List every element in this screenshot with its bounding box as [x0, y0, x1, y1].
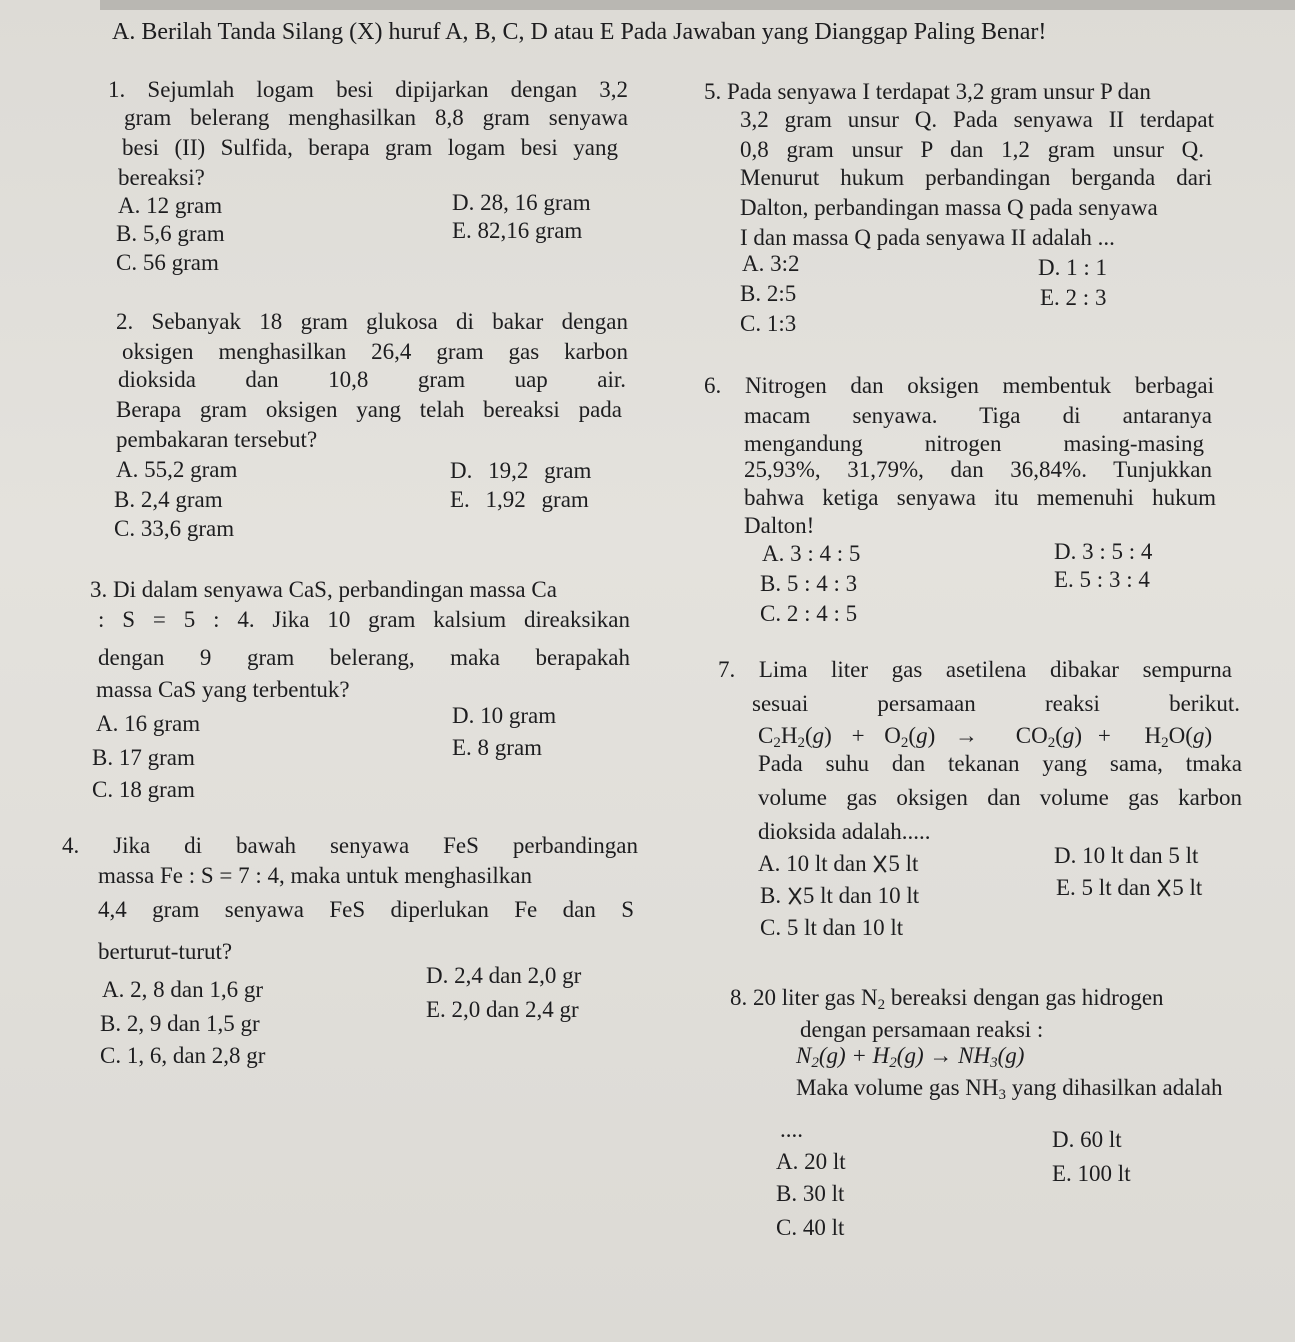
q8-option-d[interactable]: D. 60 lt	[1052, 1127, 1122, 1152]
q7-option-b[interactable]	[760, 882, 919, 910]
q8-option-c[interactable]: C. 40 lt	[776, 1215, 845, 1240]
q3-option-e[interactable]: E. 8 gram	[452, 735, 543, 760]
q8-dots: ....	[780, 1117, 803, 1142]
q7-option-c[interactable]: C. 5 lt dan 10 lt	[760, 915, 904, 940]
q8-line-4: Maka volume gas $NH_3$ yang dihasilkan adalah	[796, 1075, 1223, 1103]
q7-option-e[interactable]	[1056, 874, 1202, 902]
q6-option-e[interactable]: E. 5 : 3 : 4	[1054, 567, 1150, 592]
cross-mark-icon	[1156, 879, 1172, 897]
q1-line-2: gram belerang menghasilkan 8,8 gram senyawa	[124, 105, 628, 130]
q5-option-e[interactable]: E. 2 : 3	[1040, 285, 1107, 310]
q5-option-b[interactable]: B. 2:5	[740, 281, 797, 306]
q4-option-e[interactable]: E. 2,0 dan 2,4 gr	[426, 997, 579, 1022]
q3-option-b[interactable]: B. 17 gram	[92, 745, 195, 770]
q4-option-a[interactable]: A. 2, 8 dan 1,6 gr	[102, 977, 263, 1002]
q6-line-1: 6. Nitrogen dan oksigen membentuk berbagai	[704, 373, 1214, 398]
cross-mark-icon	[872, 855, 888, 873]
q4-line-1: 4. Jika di bawah senyawa FeS perbandingan	[62, 833, 638, 858]
q3-line-1: 3. Di dalam senyawa CaS, perbandingan massa Ca	[90, 577, 557, 602]
q7-option-a[interactable]	[758, 850, 918, 878]
q8-line-1a: 8. 20 liter gas N	[730, 985, 878, 1010]
q7-option-b-text: 5 lt dan 10 lt	[802, 883, 920, 908]
q7-line-3: Pada suhu dan tekanan yang sama, tmaka	[758, 751, 1242, 776]
q4-option-b[interactable]: B. 2, 9 dan 1,5 gr	[100, 1011, 260, 1036]
q3-option-c[interactable]: C. 18 gram	[92, 777, 195, 802]
q5-line-2: 3,2 gram unsur Q. Pada senyawa II terdapat	[740, 107, 1214, 132]
q5-line-4: Menurut hukum perbandingan berganda dari	[740, 165, 1212, 190]
q2-line-5: pembakaran tersebut?	[116, 427, 318, 452]
q8-line-2: dengan persamaan reaksi :	[800, 1017, 1044, 1042]
q1-option-a[interactable]: A. 12 gram	[118, 193, 223, 218]
q7-line-1: 7. Lima liter gas asetilena dibakar sempurna	[718, 657, 1232, 682]
q7-option-b-label: B.	[760, 883, 782, 908]
q4-line-4: berturut-turut?	[98, 939, 233, 964]
q7-reaction-equation	[758, 722, 1212, 750]
q6-option-b[interactable]: B. 5 : 4 : 3	[760, 571, 858, 596]
q2-line-4: Berapa gram oksigen yang telah bereaksi pada	[116, 397, 622, 422]
q6-line-6: Dalton!	[744, 513, 815, 538]
q8-reaction-equation: $N_2(g) + H_2(g) \to NH_3(g)$	[796, 1043, 1025, 1071]
q5-option-d[interactable]: D. 1 : 1	[1038, 255, 1107, 280]
q2-option-a[interactable]: A. 55,2 gram	[116, 457, 238, 482]
eq-o2: $O_2(g)$	[884, 723, 936, 751]
q3-option-d[interactable]: D. 10 gram	[452, 703, 557, 728]
q1-option-b[interactable]: B. 5,6 gram	[116, 221, 225, 246]
page-top-edge	[100, 0, 1295, 10]
q1-line-3: besi (II) Sulfida, berapa gram logam besi yang	[122, 135, 618, 160]
q3-line-4: massa CaS yang terbentuk?	[96, 677, 350, 702]
q5-option-a[interactable]: A. 3:2	[742, 251, 800, 276]
q2-option-e[interactable]: E. 1,92 gram	[450, 487, 589, 512]
instruction-heading: A. Berilah Tanda Silang (X) huruf A, B, C, D atau E Pada Jawaban yang Dianggap Paling Benar!	[112, 19, 1047, 45]
q6-option-d[interactable]: D. 3 : 5 : 4	[1054, 539, 1153, 564]
q8-option-b[interactable]: B. 30 lt	[776, 1181, 845, 1206]
q7-option-e-text-2: 5 lt	[1172, 875, 1203, 900]
q4-option-d[interactable]: D. 2,4 dan 2,0 gr	[426, 963, 582, 988]
q2-line-1: 2. Sebanyak 18 gram glukosa di bakar dengan	[116, 309, 628, 334]
q5-line-3: 0,8 gram unsur P dan 1,2 gram unsur Q.	[740, 137, 1204, 162]
eq-c2h2: $C_2H_2(g)$	[758, 723, 832, 751]
q6-option-a[interactable]: A. 3 : 4 : 5	[762, 541, 861, 566]
q5-option-c[interactable]: C. 1:3	[740, 311, 797, 336]
q8-line-1: 8. 20 liter gas $N_2$ bereaksi dengan gas hidrogen	[730, 985, 1164, 1013]
q2-option-c[interactable]: C. 33,6 gram	[114, 516, 235, 541]
q6-line-4: 25,93%, 31,79%, dan 36,84%. Tunjukkan	[744, 457, 1212, 482]
q2-line-2: oksigen menghasilkan 26,4 gram gas karbon	[122, 339, 628, 364]
q6-line-3: mengandung nitrogen masing-masing	[744, 431, 1204, 456]
eq-plus-2: +	[1097, 723, 1111, 748]
q6-option-c[interactable]: C. 2 : 4 : 5	[760, 601, 858, 626]
q1-line-4: bereaksi?	[118, 165, 205, 190]
q6-line-2: macam senyawa. Tiga di antaranya	[744, 403, 1212, 428]
q6-line-5: bahwa ketiga senyawa itu memenuhi hukum	[744, 485, 1216, 510]
q2-option-b[interactable]: B. 2,4 gram	[114, 487, 223, 512]
q1-line-1: 1. Sejumlah logam besi dipijarkan dengan 3,2	[108, 77, 628, 102]
q1-option-c[interactable]: C. 56 gram	[116, 250, 219, 275]
q4-option-c[interactable]: C. 1, 6, dan 2,8 gr	[100, 1043, 266, 1068]
q8-option-a[interactable]: A. 20 lt	[776, 1149, 846, 1174]
q8-line-4b: yang dihasilkan adalah	[1006, 1075, 1223, 1100]
q1-option-e[interactable]: E. 82,16 gram	[452, 218, 583, 243]
q7-option-e-text: E. 5 lt dan	[1056, 875, 1151, 900]
q8-line-1b: bereaksi dengan gas hidrogen	[885, 985, 1164, 1010]
q1-option-d[interactable]: D. 28, 16 gram	[452, 190, 591, 215]
q7-option-d[interactable]: D. 10 lt dan 5 lt	[1054, 843, 1199, 868]
q3-line-2: : S = 5 : 4. Jika 10 gram kalsium direaksikan	[98, 607, 630, 632]
q4-line-2: massa Fe : S = 7 : 4, maka untuk menghasilkan	[98, 863, 532, 888]
q8-option-e[interactable]: E. 100 lt	[1052, 1161, 1131, 1186]
q7-line-5: dioksida adalah.....	[758, 819, 931, 844]
q7-line-4: volume gas oksigen dan volume gas karbon	[758, 785, 1242, 810]
q7-option-a-text: A. 10 lt dan	[758, 851, 867, 876]
q3-line-3: dengan 9 gram belerang, maka berapakah	[98, 645, 630, 670]
cross-mark-icon	[787, 887, 803, 905]
eq-h2o: $H_2O(g)$	[1144, 723, 1213, 751]
q7-line-2: sesuai persamaan reaksi berikut.	[752, 691, 1240, 716]
eq-co2: $CO_2(g)$	[1015, 723, 1083, 751]
q4-line-3: 4,4 gram senyawa FeS diperlukan Fe dan S	[98, 897, 634, 922]
q2-option-d[interactable]: D. 19,2 gram	[450, 458, 592, 483]
eq-arrow: →	[955, 723, 979, 748]
eq-plus-1: +	[851, 723, 865, 748]
q8-line-4a: Maka volume gas NH	[796, 1075, 999, 1100]
q5-line-1: 5. Pada senyawa I terdapat 3,2 gram unsur P dan	[704, 79, 1151, 104]
q5-line-5: Dalton, perbandingan massa Q pada senyawa	[740, 195, 1158, 220]
q5-line-6: I dan massa Q pada senyawa II adalah ...	[740, 225, 1115, 250]
q2-line-3: dioksida dan 10,8 gram uap air.	[118, 367, 626, 392]
q3-option-a[interactable]: A. 16 gram	[96, 711, 201, 736]
q7-option-a-text-2: 5 lt	[888, 851, 919, 876]
